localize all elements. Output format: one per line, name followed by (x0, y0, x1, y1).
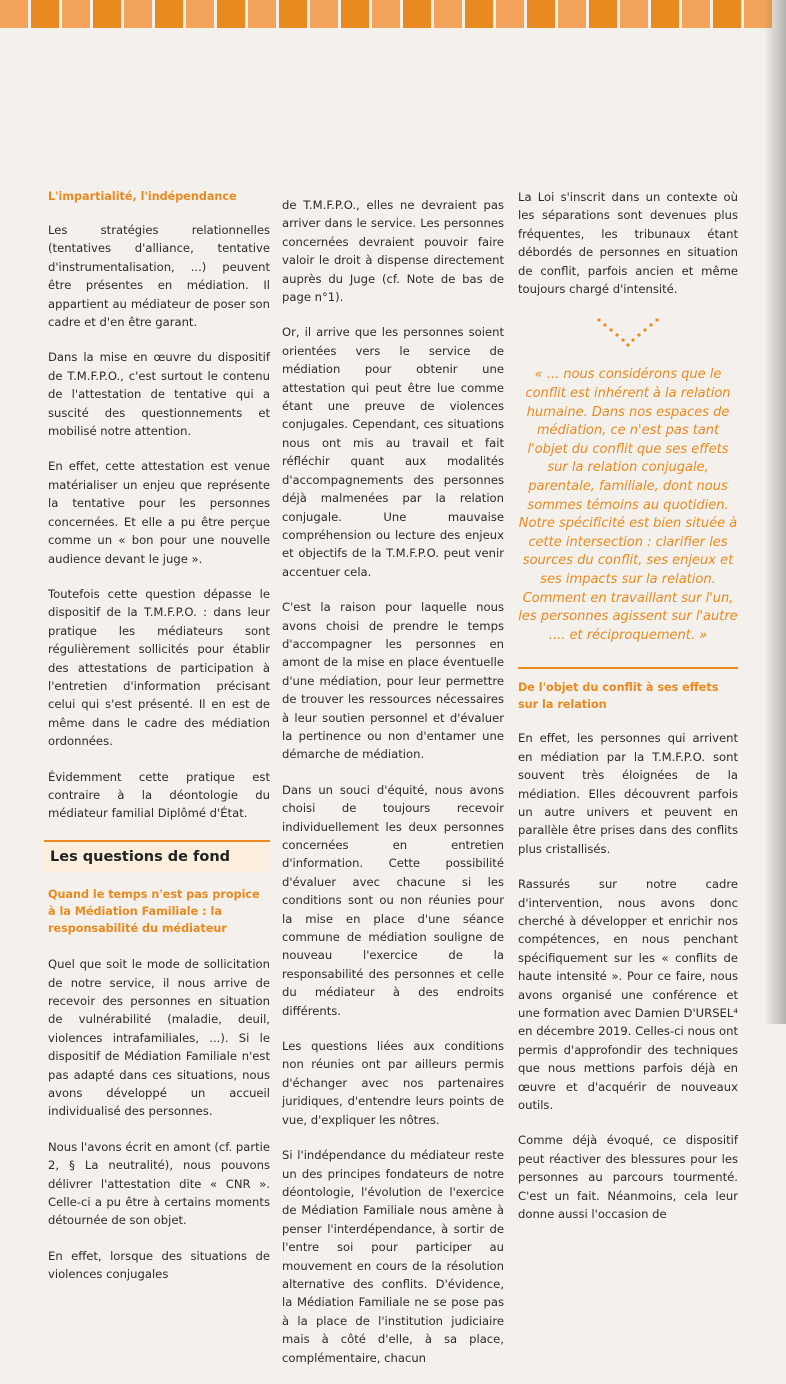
band-square (62, 0, 90, 28)
band-square (403, 0, 431, 28)
band-square (217, 0, 245, 28)
paragraph: Rassurés sur notre cadre d'intervention, nous avons donc cherché à développer et enrichir nos compétences, en nous penchant spécifiquement sur les « conflits de haute intensité ». Pour ce faire, nous avons organisé une conférence et une formation avec Damien D'URSEL⁴ en décembre 2019. Celles-ci nous ont permis d'approfondir des techniques que nous mettions parfois déjà en œuvre et d'acquérir de nouveaux outils. (518, 877, 738, 1113)
band-square (372, 0, 400, 28)
band-square (310, 0, 338, 28)
paragraph: Nous l'avons écrit en amont (cf. partie 2, § La neutralité), nous pouvons délivrer l'attestation dite « CNR ». Celle-ci a pu être à certains moments détournée de son objet. (48, 1139, 270, 1228)
paragraph: En effet, lorsque des situations de violences conjugales (48, 1248, 270, 1282)
band-square (279, 0, 307, 28)
section-title-box: Les questions de fond (44, 840, 270, 872)
band-square (0, 0, 28, 28)
band-square (248, 0, 276, 28)
paragraph: Les questions liées aux conditions non réunies ont par ailleurs permis d'échanger avec nos partenaires juridiques, d'entendre leurs points de vue, d'expliquer les nôtres. (282, 1039, 504, 1127)
band-square (434, 0, 462, 28)
paragraph: Dans un souci d'équité, nous avons choisi de toujours recevoir individuellement les deux personnes concernées en entretien d'information. Cette possibilité d'évaluer avec chacune si les conditions sont ou non réunies pour la mise en place d'une séance commune de médiation souligne de nouveau l'exercice de la responsabilité des personnes et celle du médiateur à des endroits différents. (282, 782, 504, 1018)
column-middle (282, 196, 504, 1384)
divider (518, 667, 738, 669)
band-square (155, 0, 183, 28)
paragraph: Toutefois cette question dépasse le dispositif de la T.M.F.P.O. : dans leur pratique les médiateurs sont régulièrement sollicités pour établir des attestations de participation à l'entretien d'information précisant celui qui s'est présenté. Il en est de même dans le cadre des médiation ordonnées. (48, 586, 270, 749)
band-square (589, 0, 617, 28)
paragraph: La Loi s'inscrit dans un contexte où les séparations sont devenues plus fréquentes, les tribunaux étant débordés de personnes en situation de conflit, parfois ancien et même toujours chargé d'intensité. (518, 190, 738, 297)
heading-conflict-effects: De l'objet du conflit à ses effets sur la relation (518, 681, 719, 712)
band-square (527, 0, 555, 28)
pull-quote: « ... nous considérons que le conflit est inhérent à la relation humaine. Dans nos espaces de médiation, ce n'est pas tant l'objet du conflit que ses effets sur la relation conjugale, parentale, familiale, dont nous sommes témoins au quotidien. Notre spécificité est bien située à cette intersection : clarifier les sources du conflit, ses enjeux et ses impacts sur la relation. Comment en travaillant sur l'un, les personnes agissent sur l'autre .... et réciproquement. » (518, 367, 738, 643)
band-square (31, 0, 59, 28)
page-binding-shadow (764, 0, 786, 1024)
paragraph: Or, il arrive que les personnes soient orientées vers le service de médiation pour obtenir une attestation qui peut être lue comme étant une preuve de violences conjugales. Cependant, ces situations nous ont mis au travail et fait réfléchir quant aux modalités d'accompagnements des personnes déjà malmenées par la relation conjugale. Une mauvaise compréhension ou lecture des enjeux et objectifs de la T.M.F.P.O. peut venir accentuer cela. (282, 325, 504, 579)
band-square (93, 0, 121, 28)
chevron-dots-icon (518, 316, 738, 356)
band-square (682, 0, 710, 28)
paragraph: Les stratégies relationnelles (tentatives d'alliance, tentative d'instrumentalisation, ...) peuvent être présentes en médiation. Il appartient au médiateur de poser son cadre et d'en être garant. (48, 223, 270, 330)
paragraph: de T.M.F.P.O., elles ne devraient pas arriver dans le service. Les personnes concernées devraient pouvoir faire valoir le droit à dispense directement auprès du Juge (cf. Note de bas de page n°1). (282, 198, 504, 305)
paragraph: En effet, les personnes qui arrivent en médiation par la T.M.F.P.O. sont souvent très éloignées de la médiation. Elles découvrent parfois un autre univers et peuvent en parallèle être prises dans des conflits plus cristallisés. (518, 731, 738, 856)
paragraph: Comme déjà évoqué, ce dispositif peut réactiver des blessures pour les personnes au parcours tourmenté. C'est un fait. Néanmoins, cela leur donne aussi l'occasion de (518, 1133, 738, 1222)
band-square (651, 0, 679, 28)
paragraph: C'est la raison pour laquelle nous avons choisi de prendre le temps d'accompagner les personnes en amont de la mise en place éventuelle d'une médiation, pour leur permettre de trouver les ressources nécessaires à leur soutien personnel et d'évaluer la pertinence ou non d'entamer une démarche de médiation. (282, 600, 504, 762)
band-square (620, 0, 648, 28)
heading-impartiality: L'impartialité, l'indépendance (48, 190, 237, 203)
band-square (465, 0, 493, 28)
paragraph: Évidemment cette pratique est contraire à la déontologie du médiateur familial Diplômé d'État. (48, 769, 270, 821)
paragraph: Si l'indépendance du médiateur reste un des principes fondateurs de notre déontologie, l'évolution de l'exercice de Médiation Familiale nous amène à penser l'interdépendance, à sortir de l'entre soi pour participer au mouvement en cours de la résolution alternative des conflits. D'évidence, la Médiation Familiale ne se pose pas à la place de l'institution judiciaire mais à côté d'elle, à sa place, complémentaire, chacun (282, 1148, 504, 1365)
band-square (713, 0, 741, 28)
paragraph: Quel que soit le mode de sollicitation de notre service, il nous arrive de recevoir des personnes en situation de vulnérabilité (maladie, deuil, violences intrafamiliales, ...). Si le dispositif de Médiation Familiale n'est pas adapté dans ces situations, nous avons développé un accueil individualisé des personnes. (48, 957, 270, 1119)
band-square (496, 0, 524, 28)
band-square (341, 0, 369, 28)
subheading-responsibility: Quand le temps n'est pas propice à la Médiation Familiale : la responsabilité du médiateur (48, 888, 260, 936)
band-square (186, 0, 214, 28)
band-square (124, 0, 152, 28)
column-left (48, 188, 270, 1301)
paragraph: En effet, cette attestation est venue matérialiser un enjeu que représente la tentative pour les personnes concernées. Et elle a pu être perçue comme un « bon pour une nouvelle audience devant le juge ». (48, 459, 270, 566)
band-square (558, 0, 586, 28)
paragraph: Dans la mise en œuvre du dispositif de T.M.F.P.O., c'est surtout le contenu de l'attestation de tentative qui a suscité des questionnements et mobilisé notre attention. (48, 350, 270, 439)
column-right (518, 188, 738, 1241)
decorative-top-band (0, 0, 786, 30)
